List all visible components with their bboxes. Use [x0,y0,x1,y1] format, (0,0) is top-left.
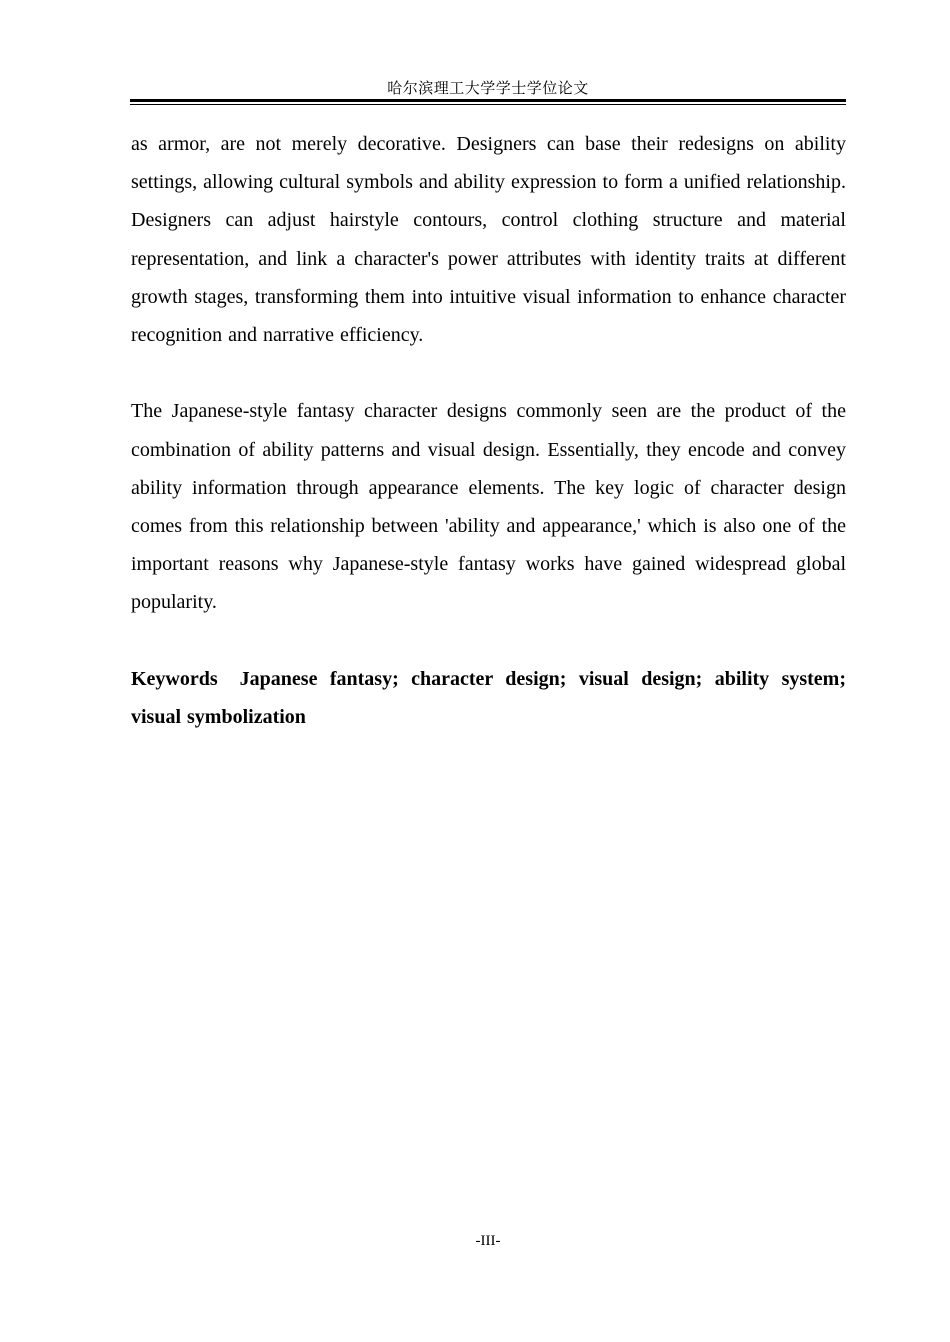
header-rule-thick [130,99,846,102]
keywords-line [131,660,846,736]
body-paragraph-2: The Japanese-style fantasy character designs commonly seen are the product of the combination of ability patterns and visual design. Essentially, they encode and convey ability information through appearance elements. The key logic of character design comes from this relationship between 'ability and appearance,' which is also one of the important reasons why Japanese-style fantasy works have gained widespread global popularity. [131,400,846,614]
page-number: -III- [475,1233,501,1249]
abstract-body [131,125,846,736]
keywords-label: Keywords [131,667,218,690]
header-rule-thin [130,104,846,105]
body-paragraph-1: as armor, are not merely decorative. Designers can base their redesigns on ability settings, allowing cultural symbols and ability expression to form a unified relationship. Designers can adjust hairstyle contours, control clothing structure and material representation, and link a character's power attributes with identity traits at different growth stages, transforming them into intuitive visual information to enhance character recognition and narrative efficiency. [131,133,846,347]
keywords-text: Japanese fantasy; character design; visual design; ability system; visual symbolization [131,667,846,729]
running-header: 哈尔滨理工大学学士学位论文 [387,81,589,97]
